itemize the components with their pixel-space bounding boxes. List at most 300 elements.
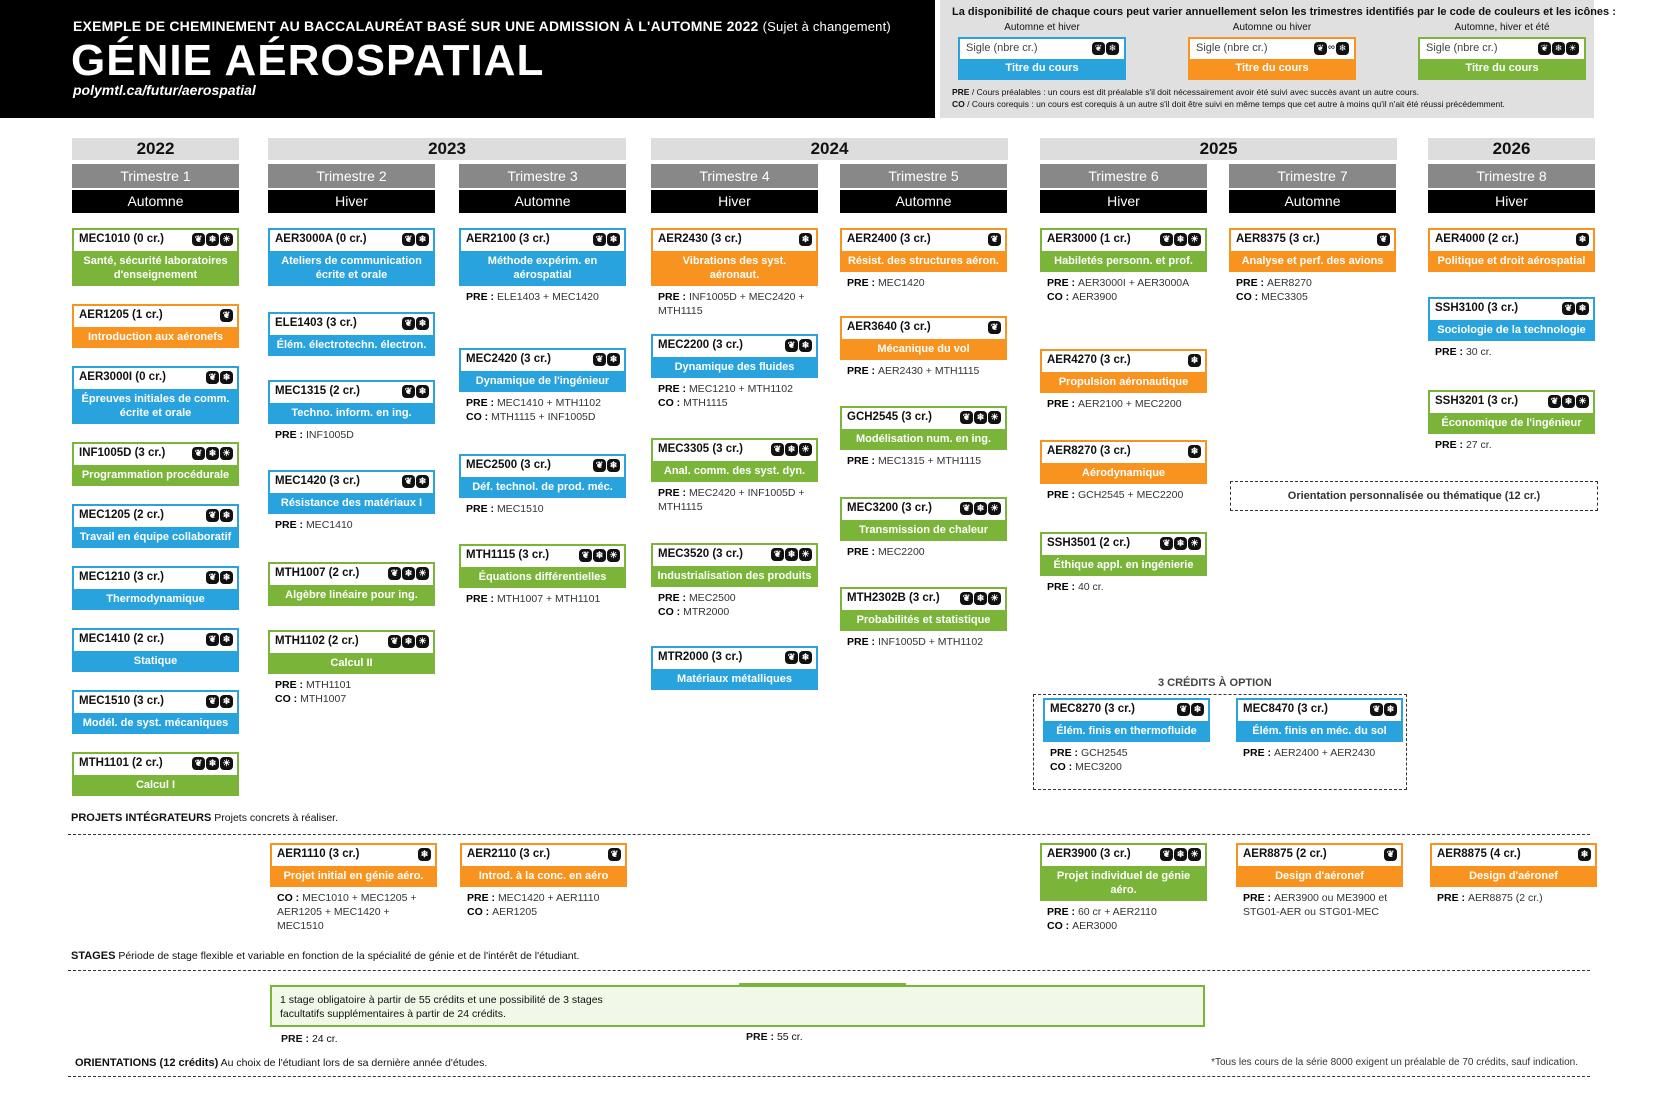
- sun-icon: ☀: [220, 447, 233, 460]
- course-code: AER8270 (3 cr.) ❄: [1042, 442, 1205, 463]
- course-code: MTH1101 (2 cr.) ❦ ❄ ☀: [74, 754, 237, 775]
- divider-projets: [68, 834, 1590, 835]
- availability-icons: [960, 502, 1001, 515]
- course-code: AER2100 (3 cr.) ❦ ❄: [461, 230, 624, 251]
- leaf-icon: ❦: [1314, 42, 1327, 55]
- leaf-icon: ❦: [960, 411, 973, 424]
- course-card[interactable]: [840, 228, 1007, 290]
- course-title: Méthode expérim. en aérospatial: [461, 251, 624, 284]
- course-card[interactable]: [459, 454, 626, 516]
- course-title: Calcul II: [270, 653, 433, 672]
- availability-icons: [785, 651, 812, 664]
- snow-icon: ❄: [418, 848, 431, 861]
- availability-icons: [1092, 42, 1119, 55]
- stage-req-1: PRE : 24 cr.: [281, 1033, 338, 1045]
- course-requirements: PRE : 30 cr.: [1435, 346, 1492, 358]
- availability-icons: [785, 339, 812, 352]
- season-header: Hiver: [1040, 190, 1207, 213]
- availability-icons: [988, 233, 1001, 246]
- legend-sample: Sigle (nbre cr.) ❦ ∞ ❄ Titre du cours: [1188, 37, 1356, 80]
- course-title: Mécanique du vol: [842, 339, 1005, 358]
- snow-icon: ❄: [220, 633, 233, 646]
- divider-stages: [68, 970, 1590, 971]
- leaf-icon: ❦: [771, 548, 784, 561]
- section-stages-label: STAGES Période de stage flexible et variable en fonction de la spécialité de génie et de l'intérêt de l'étudiant.: [71, 950, 580, 962]
- orientation-box: Orientation personnalisée ou thématique (12 cr.): [1230, 481, 1598, 511]
- availability-icons: [593, 459, 620, 472]
- course-requirements: PRE : AER3000I + AER3000A CO : AER3900: [1047, 277, 1190, 303]
- snow-icon: ❄: [416, 475, 429, 488]
- course-card[interactable]: [1428, 390, 1595, 452]
- leaf-icon: ❦: [1562, 302, 1575, 315]
- legend-panel: [940, 0, 1616, 118]
- leaf-icon: ❦: [1548, 395, 1561, 408]
- course-title: Probabilités et statistique: [842, 610, 1005, 629]
- availability-icons: [988, 321, 1001, 334]
- leaf-icon: ❦: [1538, 42, 1551, 55]
- footnote: *Tous les cours de la série 8000 exigent un préalable de 70 crédits, sauf indication.: [1211, 1057, 1578, 1068]
- availability-icons: [1377, 233, 1390, 246]
- course-title: Épreuves initiales de comm. écrite et orale: [74, 389, 237, 422]
- course-code: MEC3200 (3 cr.) ❦ ❄ ☀: [842, 499, 1005, 520]
- course-code: AER3000I (0 cr.) ❦ ❄: [74, 368, 237, 389]
- course-title: Éthique appl. en ingénierie: [1042, 555, 1205, 574]
- course-code: MTH2302B (3 cr.) ❦ ❄ ☀: [842, 589, 1005, 610]
- snow-icon: ❄: [416, 385, 429, 398]
- course-title: Design d'aéronef: [1432, 866, 1595, 885]
- leaf-icon: ❦: [206, 571, 219, 584]
- course-requirements: PRE : GCH2545 CO : MEC3200: [1050, 747, 1128, 773]
- leaf-icon: ❦: [192, 233, 205, 246]
- snow-icon: ❄: [593, 549, 606, 562]
- season-header: Hiver: [651, 190, 818, 213]
- course-requirements: PRE : INF1005D: [275, 429, 354, 441]
- sun-icon: ☀: [1576, 395, 1589, 408]
- course-requirements: PRE : AER3900 ou ME3900 et STG01-AER ou STG01-MEC: [1243, 892, 1388, 918]
- course-code: MEC1010 (0 cr.) ❦ ❄ ☀: [74, 230, 237, 251]
- course-requirements: PRE : MEC1420 + AER1110 CO : AER1205: [467, 892, 600, 918]
- course-requirements: PRE : MEC1420: [847, 277, 925, 289]
- course-title: Modélisation num. en ing.: [842, 429, 1005, 448]
- course-title: Introd. à la conc. en aéro: [462, 866, 625, 885]
- availability-icons: [771, 548, 812, 561]
- course-card[interactable]: [840, 497, 1007, 559]
- section-orientations-label: ORIENTATIONS (12 crédits) Au choix de l'étudiant lors de sa dernière année d'études.: [75, 1057, 488, 1069]
- sun-icon: ☀: [220, 233, 233, 246]
- snow-icon: ❄: [1188, 445, 1201, 458]
- course-title: Calcul I: [74, 775, 237, 794]
- stage-description: 1 stage obligatoire à partir de 55 crédits et une possibilité de 3 stages facultatifs supplémentaires à partir de 24 crédits.: [280, 994, 603, 1020]
- course-title: Propulsion aéronautique: [1042, 372, 1205, 391]
- availability-icons: [1538, 42, 1579, 55]
- availability-icons: [388, 567, 429, 580]
- course-title: Programmation procédurale: [74, 465, 237, 484]
- season-header: Hiver: [268, 190, 435, 213]
- trimester-header: Trimestre 4: [651, 164, 818, 188]
- course-requirements: PRE : INF1005D + MEC2420 + MTH1115: [658, 291, 805, 317]
- course-requirements: PRE : 40 cr.: [1047, 581, 1104, 593]
- course-requirements: PRE : MEC2500 CO : MTR2000: [658, 592, 736, 618]
- subtitle-note: (Sujet à changement): [762, 19, 891, 34]
- course-card[interactable]: [840, 316, 1007, 378]
- course-card[interactable]: [72, 366, 239, 424]
- course-code: AER8875 (2 cr.) ❦: [1238, 845, 1401, 866]
- course-requirements: PRE : AER2430 + MTH1115: [847, 365, 980, 377]
- snow-icon: ❄: [220, 509, 233, 522]
- course-code: AER2110 (3 cr.) ❦: [462, 845, 625, 866]
- legend-caption: Automne et hiver: [1004, 22, 1080, 33]
- course-requirements: PRE : MTH1101 CO : MTH1007: [275, 679, 352, 705]
- availability-icons: [608, 848, 621, 861]
- course-title: Politique et droit aérospatial: [1430, 251, 1593, 270]
- course-title: Algèbre linéaire pour ing.: [270, 585, 433, 604]
- snow-icon: ❄: [416, 233, 429, 246]
- legend-title: La disponibilité de chaque cours peut varier annuellement selon les trimestres identifiés par le code de couleurs et les icônes :: [952, 6, 1616, 18]
- snow-icon: ❄: [220, 371, 233, 384]
- course-requirements: PRE : MEC1510: [466, 503, 544, 515]
- course-card[interactable]: [268, 630, 435, 706]
- snow-icon: ❄: [1106, 42, 1119, 55]
- course-card[interactable]: [72, 566, 239, 610]
- course-card[interactable]: [651, 334, 818, 410]
- availability-icons: [1314, 42, 1349, 55]
- snow-icon: ❄: [974, 411, 987, 424]
- availability-icons: [206, 509, 233, 522]
- availability-icons: [402, 233, 429, 246]
- course-card[interactable]: [268, 312, 435, 356]
- course-title: Anal. comm. des syst. dyn.: [653, 461, 816, 480]
- divider-orientations: [68, 1076, 1590, 1077]
- program-title: GÉNIE AÉROSPATIAL: [71, 36, 545, 85]
- snow-icon: ❄: [1562, 395, 1575, 408]
- course-code: SSH3100 (3 cr.) ❦ ❄: [1430, 299, 1593, 320]
- legend-caption: Automne, hiver et été: [1454, 22, 1550, 33]
- availability-icons: [1576, 233, 1589, 246]
- course-card[interactable]: [1428, 297, 1595, 359]
- course-card[interactable]: [1430, 843, 1597, 905]
- snow-icon: ❄: [1578, 848, 1591, 861]
- leaf-icon: ❦: [960, 592, 973, 605]
- course-card[interactable]: [1040, 349, 1207, 411]
- course-requirements: PRE : AER2100 + MEC2200: [1047, 398, 1182, 410]
- course-code: AER3640 (3 cr.) ❦: [842, 318, 1005, 339]
- availability-icons: [1548, 395, 1589, 408]
- course-card[interactable]: [840, 406, 1007, 468]
- course-title: Thermodynamique: [74, 589, 237, 608]
- course-code: MEC8470 (3 cr.) ❦ ❄: [1238, 700, 1401, 721]
- course-card[interactable]: [72, 304, 239, 348]
- leaf-icon: ❦: [593, 233, 606, 246]
- snow-icon: ❄: [206, 233, 219, 246]
- course-code: MEC1420 (3 cr.) ❦ ❄: [270, 472, 433, 493]
- course-requirements: PRE : ELE1403 + MEC1420: [466, 291, 599, 303]
- course-card[interactable]: [651, 646, 818, 690]
- sun-icon: ☀: [1188, 233, 1201, 246]
- snow-icon: ❄: [799, 651, 812, 664]
- course-requirements: PRE : GCH2545 + MEC2200: [1047, 489, 1184, 501]
- leaf-icon: ❦: [206, 509, 219, 522]
- sun-icon: ☀: [988, 411, 1001, 424]
- course-code: GCH2545 (3 cr.) ❦ ❄ ☀: [842, 408, 1005, 429]
- course-title: Analyse et perf. des avions: [1231, 251, 1394, 270]
- leaf-icon: ❦: [220, 309, 233, 322]
- sun-icon: ☀: [799, 443, 812, 456]
- availability-icons: [192, 447, 233, 460]
- sun-icon: ☀: [1188, 537, 1201, 550]
- leaf-icon: ❦: [192, 757, 205, 770]
- course-code: AER3000A (0 cr.) ❦ ❄: [270, 230, 433, 251]
- snow-icon: ❄: [402, 567, 415, 580]
- availability-icons: [771, 443, 812, 456]
- course-card[interactable]: [1040, 228, 1207, 304]
- availability-icons: [1160, 537, 1201, 550]
- course-code: AER3900 (3 cr.) ❦ ❄ ☀: [1042, 845, 1205, 866]
- snow-icon: ❄: [1384, 703, 1397, 716]
- course-title: Équations différentielles: [461, 567, 624, 586]
- availability-icons: [579, 549, 620, 562]
- availability-icons: [402, 475, 429, 488]
- stage-box: [270, 985, 1205, 1027]
- course-code: MEC8270 (3 cr.) ❦ ❄: [1045, 700, 1208, 721]
- snow-icon: ❄: [1188, 354, 1201, 367]
- sun-icon: ☀: [607, 549, 620, 562]
- co-definition: / Cours corequis : un cours est corequis à un autre s'il doit être suivi en même temps que cet autre à moins qu'il n'ait été réussi précédemment.: [967, 99, 1505, 109]
- sun-icon: ☀: [220, 757, 233, 770]
- course-card[interactable]: [268, 562, 435, 606]
- availability-icons: [799, 233, 812, 246]
- course-card[interactable]: [651, 438, 818, 514]
- snow-icon: ❄: [1576, 302, 1589, 315]
- availability-icons: [1160, 848, 1201, 861]
- leaf-icon: ❦: [988, 321, 1001, 334]
- program-subtitle: EXEMPLE DE CHEMINEMENT AU BACCALAURÉAT BASÉ SUR UNE ADMISSION À L'AUTOMNE 2022 (Sujet à changement): [73, 18, 891, 34]
- leaf-icon: ❦: [1160, 848, 1173, 861]
- snow-icon: ❄: [607, 233, 620, 246]
- course-card[interactable]: [1236, 843, 1403, 919]
- snow-icon: ❄: [785, 443, 798, 456]
- course-title: Résistance des matériaux I: [270, 493, 433, 512]
- season-header: Hiver: [1428, 190, 1595, 213]
- course-title: Ateliers de communication écrite et orale: [270, 251, 433, 284]
- course-card[interactable]: [1040, 532, 1207, 594]
- stage-req-2: PRE : 55 cr.: [746, 1031, 803, 1043]
- year-header: 2023: [268, 138, 626, 160]
- course-code: MEC1210 (3 cr.) ❦ ❄: [74, 568, 237, 589]
- availability-icons: [1578, 848, 1591, 861]
- course-card[interactable]: [459, 228, 626, 304]
- pre-definition: / Cours préalables : un cours est dit préalable s'il doit nécessairement avoir été suivi avec succès avant un autre cours.: [971, 87, 1420, 97]
- course-title: Introduction aux aéronefs: [74, 327, 237, 346]
- leaf-icon: ❦: [1370, 703, 1383, 716]
- course-code: SSH3501 (2 cr.) ❦ ❄ ☀: [1042, 534, 1205, 555]
- course-title: Industrialisation des produits: [653, 566, 816, 585]
- sun-icon: ☀: [416, 635, 429, 648]
- course-card[interactable]: [72, 228, 239, 286]
- snow-icon: ❄: [607, 459, 620, 472]
- availability-icons: [418, 848, 431, 861]
- availability-icons: [1160, 233, 1201, 246]
- legend-caption: Automne ou hiver: [1232, 22, 1312, 33]
- course-title: Aérodynamique: [1042, 463, 1205, 482]
- course-requirements: PRE : MEC1315 + MTH1115: [847, 455, 982, 467]
- pre-label: PRE: [952, 87, 970, 97]
- leaf-icon: ❦: [192, 447, 205, 460]
- availability-icons: [960, 411, 1001, 424]
- course-code: MEC2200 (3 cr.) ❦ ❄: [653, 336, 816, 357]
- course-code: MTH1102 (2 cr.) ❦ ❄ ☀: [270, 632, 433, 653]
- availability-icons: [1562, 302, 1589, 315]
- course-title: Vibrations des syst. aéronaut.: [653, 251, 816, 284]
- course-card[interactable]: [268, 470, 435, 532]
- snow-icon: ❄: [220, 695, 233, 708]
- leaf-icon: ❦: [1177, 703, 1190, 716]
- course-card[interactable]: [72, 504, 239, 548]
- course-title: Habiletés personn. et prof.: [1042, 251, 1205, 270]
- course-requirements: PRE : AER8875 (2 cr.): [1437, 892, 1543, 904]
- sun-icon: ☀: [988, 592, 1001, 605]
- course-title: Matériaux métalliques: [653, 669, 816, 688]
- course-card[interactable]: [270, 843, 437, 933]
- course-title: Projet individuel de génie aéro.: [1042, 866, 1205, 899]
- legend-notes: [952, 86, 1505, 110]
- course-title: Élém. finis en thermofluide: [1045, 721, 1208, 740]
- leaf-icon: ❦: [206, 633, 219, 646]
- course-code: AER8375 (3 cr.) ❦: [1231, 230, 1394, 251]
- course-code: MEC1410 (2 cr.) ❦ ❄: [74, 630, 237, 651]
- course-code: AER8875 (4 cr.) ❄: [1432, 845, 1595, 866]
- course-requirements: CO : MEC1010 + MEC1205 + AER1205 + MEC1420 + MEC1510: [277, 892, 417, 932]
- trimester-header: Trimestre 6: [1040, 164, 1207, 188]
- leaf-icon: ❦: [206, 371, 219, 384]
- program-url-link[interactable]: polymtl.ca/futur/aerospatial: [73, 82, 256, 98]
- leaf-icon: ❦: [206, 695, 219, 708]
- course-title: Design d'aéronef: [1238, 866, 1401, 885]
- leaf-icon: ❦: [388, 635, 401, 648]
- year-header: 2024: [651, 138, 1008, 160]
- availability-icons: [206, 633, 233, 646]
- leaf-icon: ❦: [593, 459, 606, 472]
- course-card[interactable]: [651, 228, 818, 318]
- course-requirements: PRE : AER8270 CO : MEC3305: [1236, 277, 1312, 303]
- legend-sample: Sigle (nbre cr.) ❦ ❄ Titre du cours: [958, 37, 1126, 80]
- leaf-icon: ❦: [1160, 233, 1173, 246]
- course-code: AER2400 (3 cr.) ❦: [842, 230, 1005, 251]
- course-card[interactable]: [459, 348, 626, 424]
- snow-icon: ❄: [1576, 233, 1589, 246]
- leaf-icon: ❦: [1092, 42, 1105, 55]
- course-card[interactable]: [72, 442, 239, 486]
- sun-icon: ☀: [416, 567, 429, 580]
- course-card[interactable]: [72, 628, 239, 672]
- year-header: 2022: [72, 138, 239, 160]
- sun-icon: ☀: [799, 548, 812, 561]
- course-title: Projet initial en génie aéro.: [272, 866, 435, 885]
- availability-icons: [206, 571, 233, 584]
- leaf-icon: ❦: [402, 475, 415, 488]
- snow-icon: ❄: [1552, 42, 1565, 55]
- sun-icon: ☀: [988, 502, 1001, 515]
- season-header: Automne: [1229, 190, 1396, 213]
- trimester-header: Trimestre 1: [72, 164, 239, 188]
- course-card[interactable]: [72, 752, 239, 796]
- season-header: Automne: [459, 190, 626, 213]
- course-code: MTH1007 (2 cr.) ❦ ❄ ☀: [270, 564, 433, 585]
- course-title: Déf. technol. de prod. méc.: [461, 477, 624, 496]
- snow-icon: ❄: [799, 339, 812, 352]
- availability-icons: [402, 317, 429, 330]
- course-card[interactable]: [1040, 843, 1207, 933]
- course-title: Santé, sécurité laboratoires d'enseignement: [74, 251, 237, 284]
- course-card[interactable]: [1229, 228, 1396, 304]
- course-requirements: PRE : MEC1210 + MTH1102 CO : MTH1115: [658, 383, 793, 409]
- course-card[interactable]: [1428, 228, 1595, 272]
- sun-icon: ☀: [1566, 42, 1579, 55]
- leaf-icon: ❦: [785, 339, 798, 352]
- snow-icon: ❄: [416, 317, 429, 330]
- leaf-icon: ❦: [579, 549, 592, 562]
- legend-col-2: [1188, 22, 1356, 80]
- course-card[interactable]: [268, 380, 435, 442]
- course-title: Sociologie de la technologie: [1430, 320, 1593, 339]
- course-code: AER1110 (3 cr.) ❄: [272, 845, 435, 866]
- snow-icon: ❄: [1174, 848, 1187, 861]
- year-header: 2025: [1040, 138, 1397, 160]
- course-code: MEC1205 (2 cr.) ❦ ❄: [74, 506, 237, 527]
- leaf-icon: ❦: [1384, 848, 1397, 861]
- snow-icon: ❄: [799, 233, 812, 246]
- course-code: SSH3201 (3 cr.) ❦ ❄ ☀: [1430, 392, 1593, 413]
- leaf-icon: ❦: [608, 848, 621, 861]
- course-title: Modél. de syst. mécaniques: [74, 713, 237, 732]
- snow-icon: ❄: [1191, 703, 1204, 716]
- course-title: Résist. des structures aéron.: [842, 251, 1005, 270]
- course-card[interactable]: [1040, 440, 1207, 502]
- course-code: MEC3305 (3 cr.) ❦ ❄ ☀: [653, 440, 816, 461]
- course-code: MEC1510 (3 cr.) ❦ ❄: [74, 692, 237, 713]
- trimester-header: Trimestre 3: [459, 164, 626, 188]
- trimester-header: Trimestre 5: [840, 164, 1007, 188]
- leaf-icon: ❦: [785, 651, 798, 664]
- course-card[interactable]: [72, 690, 239, 734]
- course-title: Techno. inform. en ing.: [270, 403, 433, 422]
- leaf-icon: ❦: [1160, 537, 1173, 550]
- course-card[interactable]: [651, 543, 818, 619]
- snow-icon: ❄: [607, 353, 620, 366]
- snow-icon: ❄: [206, 447, 219, 460]
- legend-col-1: [958, 22, 1126, 80]
- options-label: 3 CRÉDITS À OPTION: [1158, 677, 1272, 689]
- course-code: AER4000 (2 cr.) ❄: [1430, 230, 1593, 251]
- course-requirements: PRE : MEC2200: [847, 546, 925, 558]
- course-requirements: PRE : INF1005D + MTH1102: [847, 636, 984, 648]
- course-card[interactable]: [268, 228, 435, 286]
- leaf-icon: ❦: [988, 233, 1001, 246]
- course-code: AER4270 (3 cr.) ❄: [1042, 351, 1205, 372]
- trimester-header: Trimestre 2: [268, 164, 435, 188]
- section-projets-label: PROJETS INTÉGRATEURS Projets concrets à réaliser.: [71, 812, 339, 824]
- course-requirements: PRE : AER2400 + AER2430: [1243, 747, 1376, 759]
- course-card[interactable]: [460, 843, 627, 919]
- season-header: Automne: [840, 190, 1007, 213]
- course-code: ELE1403 (3 cr.) ❦ ❄: [270, 314, 433, 335]
- availability-icons: [220, 309, 233, 322]
- course-requirements: PRE : MEC1410 + MTH1102 CO : MTH1115 + INF1005D: [466, 397, 601, 423]
- course-card[interactable]: [840, 587, 1007, 649]
- co-label: CO: [952, 99, 965, 109]
- availability-icons: [388, 635, 429, 648]
- course-card[interactable]: [459, 544, 626, 606]
- availability-icons: [1188, 354, 1201, 367]
